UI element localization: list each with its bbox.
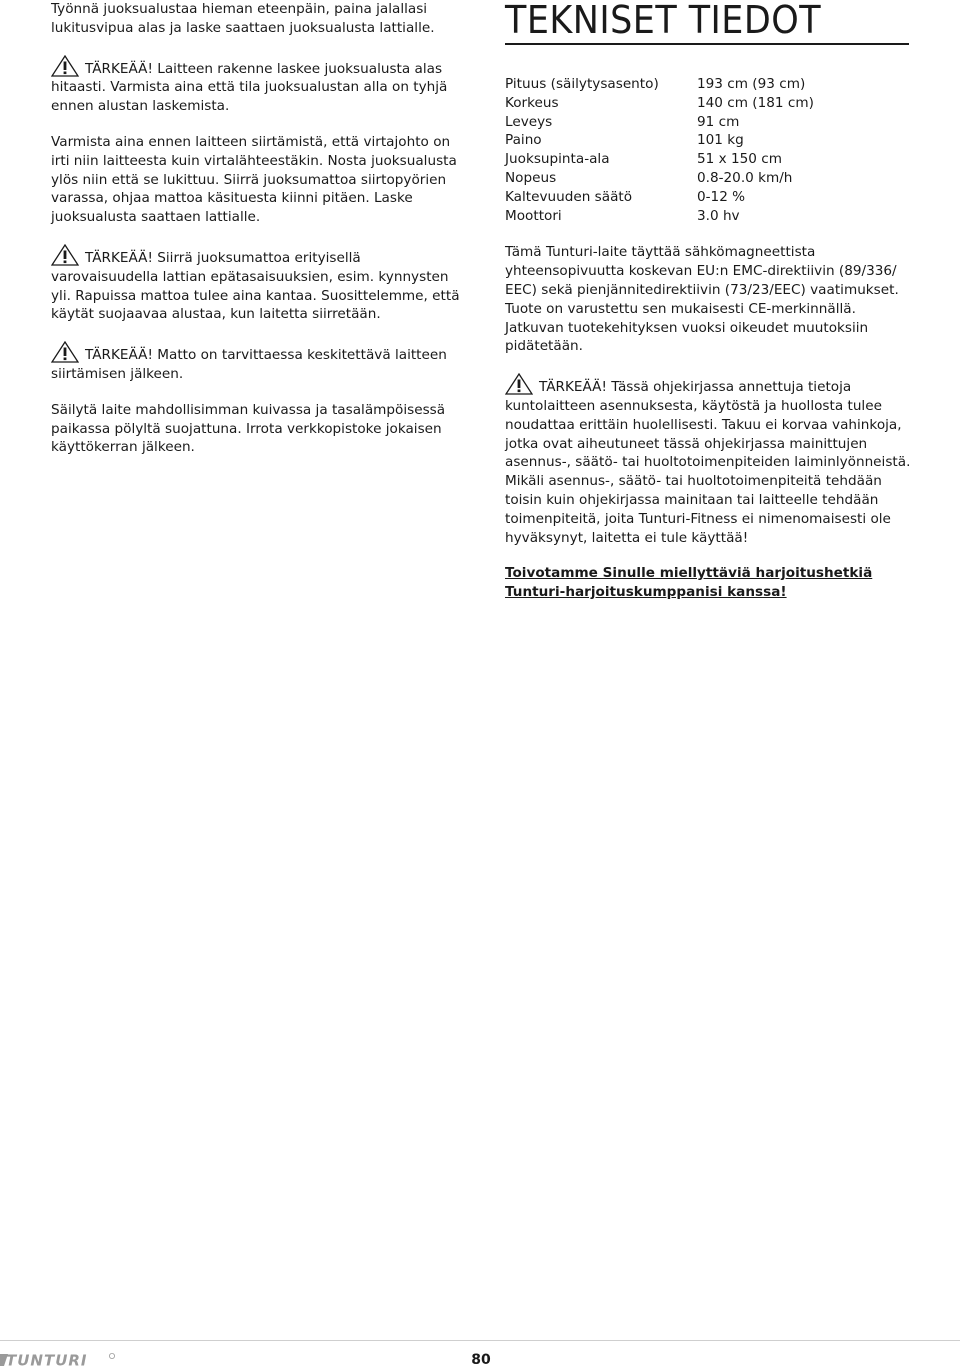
section-title: TEKNISET TIEDOT: [505, 0, 822, 42]
compliance-text: Tämä Tunturi-laite täyttää sähkömagneettista yhteensopivuutta koskevan EU:n EMC-direktiivin (89/336/ EEC) sekä pienjännitedirektiivin (73/23/EEC) vaatimukset. Tuote on varustettu sen mukaisesti CE-merkinnällä. Jatkuvan tuotekehityksen vuoksi oikeudet muutoksiin pidätetään.: [505, 244, 899, 355]
warning-icon: [51, 55, 79, 75]
warning-icon: [505, 373, 533, 393]
tunturi-logo: [0, 1352, 120, 1368]
spec-row: [505, 113, 814, 132]
warning-text: Matto on tarvittaessa keskitettävä laitteen siirtämisen jälkeen.: [51, 347, 447, 382]
title-rule: [505, 43, 909, 45]
spec-key: Paino: [505, 132, 542, 149]
spec-row: [505, 150, 814, 169]
warning-lowering: [51, 55, 461, 116]
spec-key: Juoksupinta-ala: [505, 151, 610, 168]
spec-key: Pituus (säilytysasento): [505, 76, 659, 92]
spec-value: 101 kg: [697, 132, 744, 149]
spec-value: 51 x 150 cm: [697, 151, 782, 168]
warning-text: Tässä ohjekirjassa annettuja tietoja kuntolaitteen asennuksesta, käytöstä ja huollosta tulee noudattaa erittäin huolellisesti. Takuu ei korvaa vahinkoja, jotka ovat aiheutuneet tässä ohjekirjassa mainittujen asennus-, säätö- tai huoltotoimenpiteiden laiminlyönneistä. Mikäli asennus-, säätö- tai huoltotoimenpiteitä tehdään toisin kuin ohjekirjassa mainitaan tai laitteelle tehdään toimenpiteitä, joita Tunturi-Fitness ei nimenomaisesti ole hyväksynyt, laitetta ei tule käyttää!: [505, 379, 911, 546]
spec-value: 140 cm (181 cm): [697, 94, 814, 111]
spec-value: 0.8-20.0 km/h: [697, 169, 793, 186]
warning-text: Laitteen rakenne laskee juoksualusta alas hitaasti. Varmista aina että tila juoksualustan alla on tyhjä ennen alustan laskemista.: [51, 60, 448, 115]
closing-message: Toivotamme Sinulle miellyttäviä harjoitushetkiä Tunturi-harjoituskumppanisi kanssa!: [505, 565, 873, 601]
spec-row: [505, 169, 814, 188]
spec-key: Nopeus: [505, 169, 557, 186]
warning-label: TÄRKEÄÄ!: [539, 379, 607, 396]
logo-text: TUNTURI: [6, 1352, 88, 1368]
footer-rule: [0, 1340, 960, 1341]
spec-value: 91 cm: [697, 113, 740, 130]
spec-row: [505, 131, 814, 150]
spec-value: 3.0 hv: [697, 207, 740, 224]
spec-row: [505, 75, 814, 94]
right-column: [505, 0, 915, 602]
warning-text: Siirrä juoksumattoa erityisellä varovaisuudella lattian epätasaisuuksien, esim. kynnysten yli. Rapuissa mattoa tulee aina kantaa. Suosittelemme, että käytät suojaavaa alustaa, kun laitetta siirretään.: [51, 249, 460, 323]
warning-manual: [505, 373, 915, 547]
spec-key: Kaltevuuden säätö: [505, 188, 633, 205]
warning-moving: [51, 244, 461, 324]
storage-instructions: Säilytä laite mahdollisimman kuivassa ja tasalämpöisessä paikassa pölyltä suojattuna. Irrota verkkopistoke jokaisen käyttökerran jälkeen.: [51, 401, 446, 456]
warning-icon: [51, 341, 79, 361]
spec-value: 0-12 %: [697, 188, 746, 205]
moving-instructions: Varmista aina ennen laitteen siirtämistä, että virtajohto on irti niin laitteesta kuin virtalähteestäkin. Nosta juoksualusta ylös niin että se lukittuu. Siirrä juoksumattoa siirtopyörien varassa, ohjaa mattoa käsituesta kiinni pitäen. Laske juoksualusta saattaen lattialle.: [51, 133, 457, 226]
warning-label: TÄRKEÄÄ!: [85, 249, 153, 266]
spec-row: [505, 188, 814, 207]
warning-icon: [51, 244, 79, 264]
spec-value: 193 cm (93 cm): [697, 76, 806, 92]
spec-key: Leveys: [505, 113, 553, 130]
left-column: [51, 0, 461, 457]
spec-row: [505, 207, 814, 226]
warning-label: TÄRKEÄÄ!: [85, 347, 153, 364]
spec-row: [505, 94, 814, 113]
warning-centering: [51, 341, 461, 384]
spec-key: Moottori: [505, 207, 562, 224]
warning-label: TÄRKEÄÄ!: [85, 60, 153, 77]
lowering-instructions: Työnnä juoksualustaa hieman eteenpäin, paina jalallasi lukitusvipua alas ja laske saattaen juoksualusta lattialle.: [51, 1, 435, 36]
spec-key: Korkeus: [505, 94, 559, 111]
page-number: 80: [471, 1352, 491, 1368]
specs-table: [505, 75, 814, 225]
